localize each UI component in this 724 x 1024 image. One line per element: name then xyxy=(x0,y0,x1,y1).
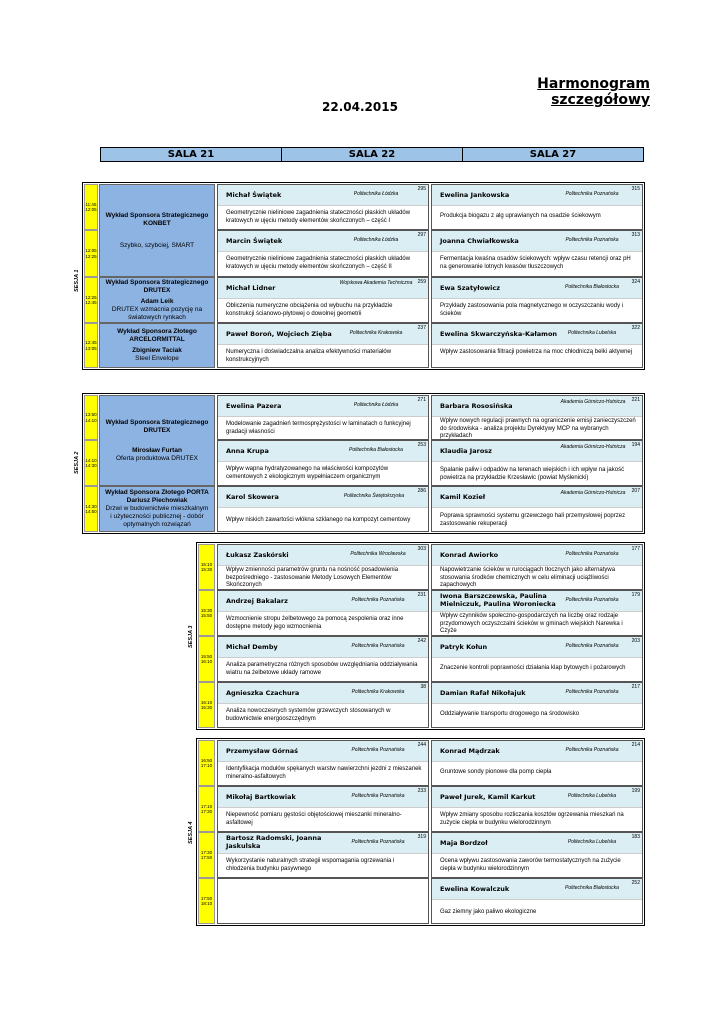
talk-card: Ewelina Skwarczyńska-Kałamon Politechnika Lubelska 322 Wpływ zastosowania filtracji powietrza na moc chłodniczą belki aktywnej xyxy=(431,323,643,368)
time-slot: 12:45 13:05 xyxy=(84,323,98,368)
time-slot: 16:10 16:30 xyxy=(198,682,215,728)
talk-card: Maja Bordzoł Politechnika Lubelska 183 Ocena wpływu zastosowania zaworów termostatycznych na zużycie ciepła w budynku wielorodzinnym xyxy=(431,832,643,878)
room-header-sala-27: SALA 27 xyxy=(463,148,643,161)
session-4-label: SESJA 4 xyxy=(188,821,194,844)
time-slot: 14:30 14:50 xyxy=(84,486,98,532)
room-header-row xyxy=(100,147,644,162)
time-slot: 15:30 15:50 xyxy=(198,590,215,636)
talk-card: Przemysław Górnaś Politechnika Poznańska 244 Identyfikacja modułów spękanych warstw nawierzchni jezdni z mieszanek mineralno-asfaltowych xyxy=(217,740,429,786)
talk-card: Joanna Chwiałkowska Politechnika Poznańska 313 Fermentacja kwaśna osadów ściekowych: wpływ czasu retencji oraz pH na generowanie lotnych kwasów tłuszczowych xyxy=(431,230,643,277)
talk-card: Ewelina Jankowska Politechnika Poznańska 315 Produkcja biogazu z alg uprawianych na osadzie ściekowym xyxy=(431,184,643,230)
talk-card: Ewa Szatyłowicz Politechnika Białostocka 324 Przykłady zastosowania pola magnetycznego w oczyszczaniu wody i ścieków xyxy=(431,277,643,323)
time-slot: 16:50 17:10 xyxy=(198,740,215,786)
talk-card: Ewelina Pazera Politechnika Łódzka 271 Modelowanie zagadnień termosprężystości w laminatach o funkcyjnej gradacji własności xyxy=(217,395,429,440)
talk-card: Agnieszka Czachura Politechnika Krakowska 38 Analiza nowoczesnych systemów grzewczych stosowanych w budownictwie energooszczędnym xyxy=(217,682,429,728)
session-2-label: SESJA 2 xyxy=(74,451,80,474)
time-slot: 14:10 14:30 xyxy=(84,440,98,486)
room-header-sala-21: SALA 21 xyxy=(101,148,282,161)
talk-card: Damian Rafał Nikołajuk Politechnika Poznańska 217 Oddziaływanie transportu drogowego na środowisko xyxy=(431,682,643,728)
empty-slot xyxy=(217,878,429,924)
talk-card: Michał Lidner Wojskowa Akademia Techniczna 259 Obliczenia numeryczne obciążenia od wybuchu na przykładzie konstrukcji ścianowo-płytowej o dowolnej geometrii xyxy=(217,277,429,323)
sponsor-lecture: Wykład Sponsora Strategicznego DRUTEX Adam Leik DRUTEX wzmacnia pozycję na światowych rynkach xyxy=(99,277,215,323)
time-slot: 17:30 17:50 xyxy=(198,832,215,878)
session-3-label: SESJA 3 xyxy=(188,625,194,648)
talk-card: Kamil Kozieł Akademia Górniczo-Hutnicza 207 Poprawa sprawności systemu grzewczego hali przemysłowej poprzez zastosowanie rekuperacji xyxy=(431,486,643,532)
talk-card: Mikołaj Bartkowiak Politechnika Poznańska 233 Niepewność pomiaru gęstości objętościowej mieszanki mineralno-asfaltowej xyxy=(217,786,429,832)
talk-card: Paweł Boroń, Wojciech Zięba Politechnika Krakowska 237 Numeryczna i doświadczalna analiza efektywności materiałów konstrukcyjnych xyxy=(217,323,429,368)
talk-card: Konrad Mądrzak Politechnika Poznańska 214 Gruntowe sondy pionowe dla pomp ciepła xyxy=(431,740,643,786)
event-date: 22.04.2015 xyxy=(322,100,398,114)
talk-card: Bartosz Radomski, Joanna Jaskulska Politechnika Poznańska 319 Wykorzystanie naturalnych strategii wspomagania ogrzewania i chłodzenia budynku pasywnego xyxy=(217,832,429,878)
talk-card: Michał Świątek Politechnika Łódzka 295 Geometrycznie nieliniowe zagadnienia stateczności płaskich układów kratowych w ujęciu metody elementów skończonych – część I xyxy=(217,184,429,230)
page-title: Harmonogram szczegółowy xyxy=(537,76,650,108)
sponsor-lecture: Wykład Sponsora Złotego PORTA Dariusz Piechowiak Drzwi w budownictwie mieszkalnym i użyteczności publicznej - dobór optymalnych rozwiązań xyxy=(99,486,215,532)
time-slot: 15:10 15:30 xyxy=(198,544,215,590)
time-slot: 17:50 18:10 xyxy=(198,878,215,924)
talk-card: Anna Krupa Politechnika Białostocka 253 Wpływ wapna hydratyzowanego na właściwości kompozytów cementowych z ekologicznym wypełniaczem organicznym xyxy=(217,440,429,486)
talk-card: Patryk Kołun Politechnika Poznańska 203 Znaczenie kontroli poprawności działania klap bytowych i pożarowych xyxy=(431,636,643,682)
talk-card: Michał Demby Politechnika Poznańska 242 Analiza parametryczna różnych sposobów uwzględniania oddziaływania wiatru na żelbetowe układy ramowe xyxy=(217,636,429,682)
time-slot: 15:50 16:10 xyxy=(198,636,215,682)
talk-card: Andrzej Bakalarz Politechnika Poznańska 231 Wzmocnienie stropu żelbetowego za pomocą zespolenia oraz inne dostępne metody jego wzmocnienia xyxy=(217,590,429,636)
time-slot: 17:10 17:30 xyxy=(198,786,215,832)
talk-card: Ewelina Kowalczuk Politechnika Białostocka 252 Gaz ziemny jako paliwo ekologiczne xyxy=(431,878,643,924)
session-1-label: SESJA 1 xyxy=(74,269,80,292)
room-header-sala-22: SALA 22 xyxy=(282,148,463,161)
talk-card: Karol Skowera Politechnika Świętokrzyska 286 Wpływ niskich zawartości włókna szklanego na kompozyt cementowy xyxy=(217,486,429,532)
time-slot: 12:25 12:45 xyxy=(84,277,98,323)
sponsor-lecture: Wykład Sponsora Strategicznego DRUTEX Mirosław Furtan Oferta produktowa DRUTEX xyxy=(99,395,215,486)
sponsor-lecture: Wykład Sponsora Strategicznego KONBET Szybko, szybciej, SMART xyxy=(99,184,215,277)
sponsor-lecture: Wykład Sponsora Złotego ARCELORMITTAL Zbigniew Taciak Steel Envelope xyxy=(99,323,215,368)
talk-card: Marcin Świątek Politechnika Łódzka 297 Geometrycznie nieliniowe zagadnienia stateczności płaskich układów kratowych w ujęciu metody elementów skończonych – część II xyxy=(217,230,429,277)
talk-card: Klaudia Jarosz Akademia Górniczo-Hutnicza 194 Spalanie paliw i odpadów na terenach wiejskich i ich wpływ na jakość powietrza na przykładzie Krzesławic (powiat Myślenicki) xyxy=(431,440,643,486)
talk-card: Konrad Awiorko Politechnika Poznańska 177 Napowietrzanie ścieków w rurociągach tłocznych jako alternatywa stosowania środków chemicznych w celu eliminacji uciążliwości zapachowych xyxy=(431,544,643,590)
time-slot: 12:05 12:25 xyxy=(84,230,98,277)
talk-card: Łukasz Zaskórski Politechnika Wrocławska 303 Wpływ zmienności parametrów gruntu na nośność posadowienia bezpośredniego - zastosowanie Metody Losowych Elementów Skończonych xyxy=(217,544,429,590)
talk-card: Iwona Barszczewska, Paulina Mielniczuk, Paulina Woroniecka Politechnika Poznańska 179 Wpływ czynników społeczno-gospodarczych na liczbę oraz rodzaje przydomowych oczyszczalni ścieków w gminach wiejskich Narewka i Czyże xyxy=(431,590,643,636)
talk-card: Barbara Rososińska Akademia Górniczo-Hutnicza 221 Wpływ nowych regulacji prawnych na ograniczenie emisji zanieczyszczeń do środowiska - analiza projektu Dyrektywy MCP na wybranych przykładach xyxy=(431,395,643,440)
time-slot: 13:50 14:10 xyxy=(84,395,98,440)
talk-card: Paweł Jurek, Kamil Karkut Politechnika Lubelska 199 Wpływ zmiany sposobu rozliczania kosztów ogrzewania mieszkań na zużycie ciepła w budynku wielorodzinnym xyxy=(431,786,643,832)
time-slot: 11:45 12:05 xyxy=(84,184,98,230)
